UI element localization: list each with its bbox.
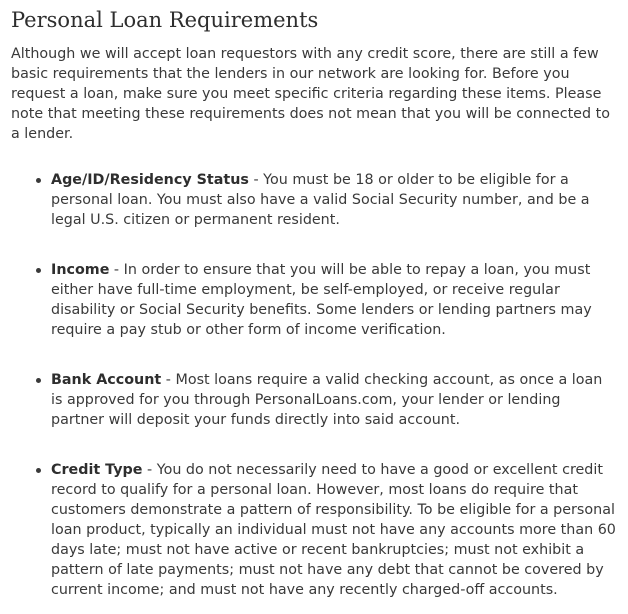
page-title: Personal Loan Requirements [11, 8, 319, 32]
requirement-text: - You must be 18 or older to be eligible for a personal loan. You must also have a valid Social Security number, and be a legal U.S. citizen or permanent resident. [51, 172, 590, 228]
requirements-list [11, 170, 618, 600]
requirement-term: Age/ID/Residency Status [51, 172, 249, 188]
requirement-term: Income [51, 262, 110, 278]
list-item-credit-type [51, 460, 618, 600]
requirement-text: - You do not necessarily need to have a good or excellent credit record to qualify for a personal loan. However, most loans do require that customers demonstrate a pattern of responsibility. To be eligible for a personal loan product, typically an individual must not have any accounts more than 60 days late; must not have active or recent bankruptcies; must not exhibit a pattern of late payments; must not have any debt that cannot be covered by current income; and must not have any recently charged-off accounts. [51, 462, 616, 598]
list-item-income [51, 260, 618, 340]
intro-paragraph: Although we will accept loan requestors with any credit score, there are still a few basic requirements that the lenders in our network are looking for. Before you request a loan, make sure you meet specific criteria regarding these items. Please note that meeting these requirements does not mean that you will be connected to a lender. [11, 46, 610, 142]
requirement-term: Credit Type [51, 462, 143, 478]
requirement-text: - In order to ensure that you will be able to repay a loan, you must either have full-time employment, be self-employed, or receive regular disability or Social Security benefits. Some lenders or lending partners may require a pay stub or other form of income verification. [51, 262, 592, 338]
requirement-text: - Most loans require a valid checking account, as once a loan is approved for you through PersonalLoans.com, your lender or lending partner will deposit your funds directly into said account. [51, 372, 603, 428]
list-item-bank-account [51, 370, 618, 430]
list-item-age-id-residency [51, 170, 618, 230]
requirement-term: Bank Account [51, 372, 162, 388]
